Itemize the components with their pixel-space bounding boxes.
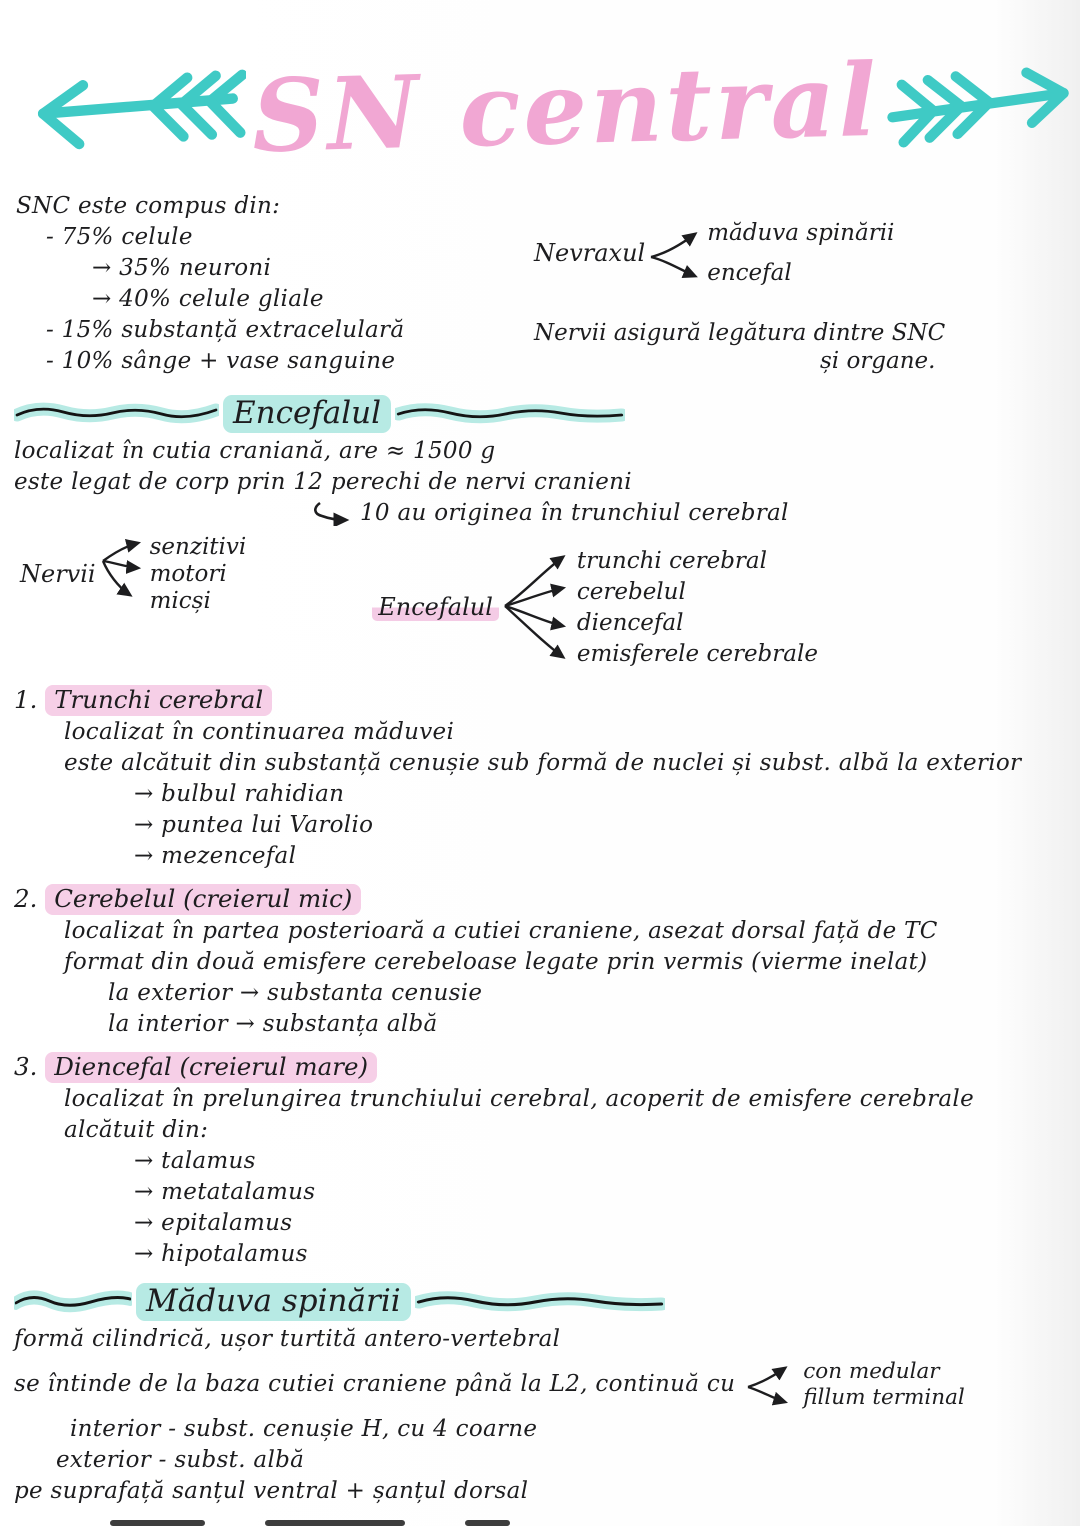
bullet-line: → 35% neuroni [92, 255, 272, 281]
section-number: 1. [14, 685, 38, 714]
body-line: exterior - subst. albă [56, 1447, 305, 1473]
arrow-item: → epitalamus [134, 1210, 293, 1236]
nervii-note [534, 320, 1062, 374]
numbered-heading [14, 884, 1062, 913]
wavy-line-icon [14, 1289, 132, 1315]
arrow-item: → metatalamus [134, 1179, 316, 1205]
section-maduva-spinarii [14, 1283, 1062, 1504]
section-title: Cerebelul (creierul mic) [45, 884, 361, 915]
arrow-item: → mezencefal [134, 843, 297, 869]
origin-note: 10 au originea în trunchiul cerebral [360, 500, 789, 526]
branch-item: encefal [707, 260, 792, 286]
branch-list [707, 220, 894, 286]
section-trunchi-cerebral [14, 685, 1062, 869]
branch-list [150, 534, 247, 614]
body-line: pe suprafață sanțul ventral + șanțul dorsal [14, 1478, 529, 1504]
bullet-line: - 75% celule [46, 224, 193, 250]
right-arrow-icon [885, 56, 1071, 160]
title-row [14, 6, 1062, 186]
body-line: localizat în cutia craniană, are ≈ 1500 g [14, 438, 496, 464]
numbered-heading [14, 685, 1062, 714]
nervii-types-diagram [20, 534, 246, 614]
arrow-item: → bulbul rahidian [134, 781, 345, 807]
curved-arrow-icon [310, 500, 356, 526]
branch-item: cerebelul [576, 578, 686, 605]
note-line: Nervii asigură legătura dintre SNC [534, 320, 946, 346]
wavy-line-icon [395, 401, 625, 427]
intro-heading: SNC este compus din: [16, 193, 281, 219]
origin-note-row [310, 500, 1062, 526]
section-heading [14, 395, 1062, 433]
body-line: formă cilindrică, ușor turtită antero-vertebral [14, 1326, 561, 1352]
arrow-item: → puntea lui Varolio [134, 812, 374, 838]
intro-section [14, 188, 1062, 379]
branch-item: trunchi cerebral [576, 547, 767, 574]
branch-item: emisferele cerebrale [576, 640, 818, 667]
branch-item: fillum terminal [803, 1384, 965, 1410]
branch-item: măduva spinării [707, 220, 895, 246]
wavy-line-icon [415, 1289, 665, 1315]
numbered-heading [14, 1052, 1062, 1081]
section-heading [14, 1283, 1062, 1321]
body-line: localizat în prelungirea trunchiului cerebral, acoperit de emisfere cerebrale [64, 1086, 975, 1112]
branch-arrows-icon [645, 221, 707, 285]
wavy-line-icon [14, 401, 219, 427]
body-line: localizat în partea posterioară a cutiei craniene, asezat dorsal față de TC [64, 918, 938, 944]
intro-composition-list [14, 188, 534, 379]
arrow-item: → talamus [134, 1148, 256, 1174]
body-line: alcătuit din: [64, 1117, 209, 1143]
heading-label: Măduva spinării [136, 1283, 411, 1321]
bullet-line: - 10% sânge + vase sanguine [46, 348, 396, 374]
branch-item: con medular [803, 1358, 940, 1384]
heading-label: Encefalul [223, 395, 391, 433]
arrow-item: la exterior → substanta cenusie [108, 980, 483, 1006]
arrow-item: → hipotalamus [134, 1241, 308, 1267]
section-encefalul [14, 395, 1062, 670]
diagram-label: Nervii [20, 560, 96, 588]
arrow-item: la interior → substanța albă [108, 1011, 438, 1037]
branch-item: motori [149, 561, 227, 587]
section-cerebelul [14, 884, 1062, 1037]
continua-cu-row [14, 1357, 1062, 1411]
section-diencefal [14, 1052, 1062, 1267]
bullet-line: → 40% celule gliale [92, 286, 324, 312]
branch-item: senzitivi [149, 534, 247, 560]
body-line: format din două emisfere cerebeloase legate prin vermis (vierme inelat) [64, 949, 928, 975]
body-line: se întinde de la baza cutiei craniene până la L2, continuă cu [14, 1371, 736, 1397]
body-line: localizat în continuarea măduvei [64, 719, 455, 745]
encefalul-structure-diagram [372, 544, 818, 670]
left-arrow-icon [28, 56, 246, 160]
body-line: este legat de corp prin 12 perechi de nervi cranieni [14, 469, 632, 495]
body-line: este alcătuit din substanță cenușie sub formă de nuclei și subst. albă la exterior [64, 750, 1022, 776]
diagram-label: Encefalul [372, 593, 499, 621]
diagram-label: Nevraxul [534, 239, 646, 267]
encefalul-diagrams-row [20, 532, 1062, 670]
branch-list [577, 548, 818, 667]
cut-off-next-line-marks [110, 1520, 510, 1526]
branch-arrows-icon [499, 544, 577, 670]
branch-arrows-icon [743, 1357, 795, 1411]
section-title: Diencefal (creierul mare) [45, 1052, 377, 1083]
section-number: 3. [14, 1052, 38, 1081]
note-line: și organe. [820, 348, 936, 374]
branch-arrows-icon [96, 535, 150, 613]
section-title: Trunchi cerebral [45, 685, 272, 716]
section-number: 2. [14, 884, 38, 913]
intro-right-column [534, 188, 1062, 379]
branch-list [803, 1359, 965, 1410]
branch-item: micși [149, 588, 211, 614]
branch-item: diencefal [576, 609, 684, 636]
bullet-line: - 15% substanță extracelulară [46, 317, 405, 343]
page-title: SN central [250, 40, 881, 176]
body-line: interior - subst. cenușie H, cu 4 coarne [70, 1416, 538, 1442]
nevraxul-diagram [534, 220, 1062, 286]
